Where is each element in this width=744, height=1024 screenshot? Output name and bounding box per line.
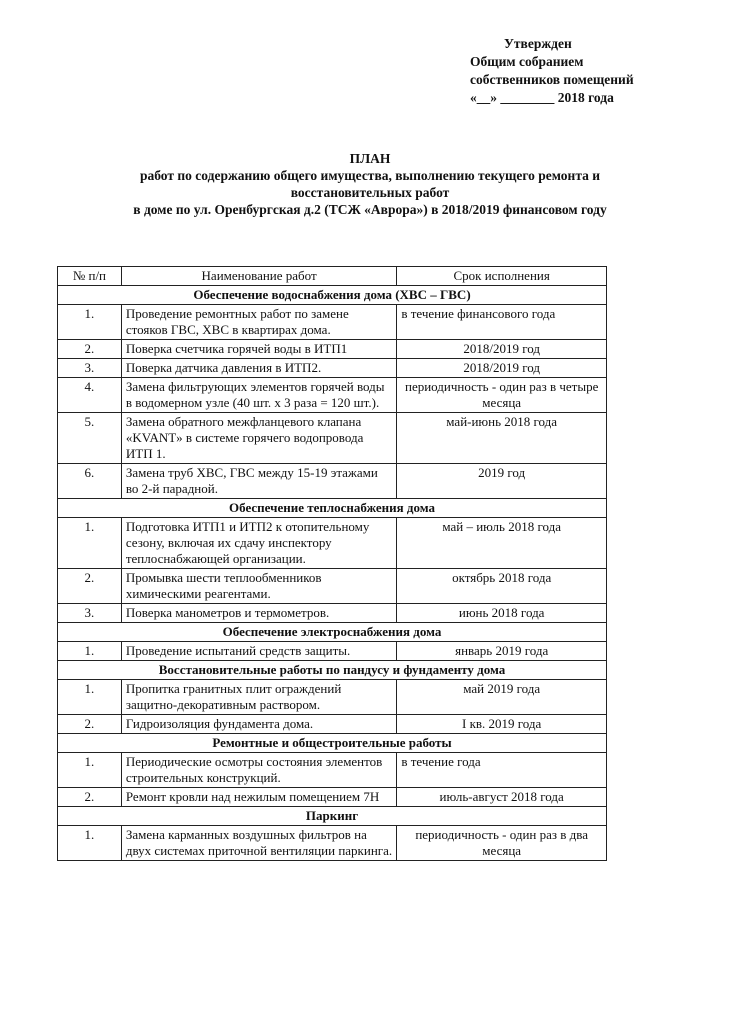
table-header-row (58, 267, 607, 286)
row-work: Замена обратного межфланцевого клапана «KVANT» в системе горячего водопровода ИТП 1. (121, 413, 396, 464)
row-term: 2018/2019 год (397, 340, 607, 359)
row-number: 3. (58, 359, 122, 378)
section-row-water (58, 286, 607, 305)
row-number: 1. (58, 642, 122, 661)
row-work: Проведение испытаний средств защиты. (121, 642, 396, 661)
row-number: 1. (58, 680, 122, 715)
row-number: 1. (58, 826, 122, 861)
table-row (58, 788, 607, 807)
work-plan-table (57, 266, 607, 861)
section-row-restoration (58, 661, 607, 680)
row-number: 2. (58, 340, 122, 359)
row-number: 1. (58, 753, 122, 788)
row-work: Поверка счетчика горячей воды в ИТП1 (121, 340, 396, 359)
row-term: июнь 2018 года (397, 604, 607, 623)
row-work: Поверка манометров и термометров. (121, 604, 396, 623)
row-number: 4. (58, 378, 122, 413)
row-number: 6. (58, 464, 122, 499)
row-work: Промывка шести теплообменников химическими реагентами. (121, 569, 396, 604)
table-row (58, 413, 607, 464)
title-line-1: работ по содержанию общего имущества, выполнению текущего ремонта и (139, 168, 601, 183)
row-term: в течение года (397, 753, 607, 788)
document-title (40, 150, 700, 218)
row-number: 3. (58, 604, 122, 623)
row-term: I кв. 2019 года (397, 715, 607, 734)
section-title: Ремонтные и общестроительные работы (58, 734, 607, 753)
row-term: май – июль 2018 года (397, 518, 607, 569)
row-term: октябрь 2018 года (397, 569, 607, 604)
section-title: Восстановительные работы по пандусу и фундаменту дома (58, 661, 607, 680)
row-number: 1. (58, 518, 122, 569)
row-term: 2019 год (397, 464, 607, 499)
row-number: 5. (58, 413, 122, 464)
table-row (58, 464, 607, 499)
table-row (58, 826, 607, 861)
section-title: Паркинг (58, 807, 607, 826)
row-term: май-июнь 2018 года (397, 413, 607, 464)
table-row (58, 604, 607, 623)
section-row-electricity (58, 623, 607, 642)
title-heading: ПЛАН (349, 151, 391, 166)
approval-block (470, 35, 740, 107)
row-work: Поверка датчика давления в ИТП2. (121, 359, 396, 378)
approval-line-3: собственников помещений (470, 72, 634, 87)
table-row (58, 753, 607, 788)
table-row (58, 340, 607, 359)
row-work: Подготовка ИТП1 и ИТП2 к отопительному сезону, включая их сдачу инспектору теплоснабжающей организации. (121, 518, 396, 569)
header-term: Срок исполнения (397, 267, 607, 286)
row-term: периодичность - один раз в четыре месяца (397, 378, 607, 413)
row-work: Замена труб ХВС, ГВС между 15-19 этажами во 2-й парадной. (121, 464, 396, 499)
title-line-2: восстановительных работ (290, 185, 450, 200)
row-term: июль-август 2018 года (397, 788, 607, 807)
row-term: в течение финансового года (397, 305, 607, 340)
row-work: Ремонт кровли над нежилым помещением 7Н (121, 788, 396, 807)
section-row-construction (58, 734, 607, 753)
row-number: 2. (58, 788, 122, 807)
table-row (58, 305, 607, 340)
header-number: № п/п (58, 267, 122, 286)
table-row (58, 680, 607, 715)
row-term: периодичность - один раз в два месяца (397, 826, 607, 861)
row-work: Периодические осмотры состояния элементов строительных конструкций. (121, 753, 396, 788)
table-row (58, 518, 607, 569)
approval-line-2: Общим собранием (470, 54, 584, 69)
table-row (58, 378, 607, 413)
row-work: Замена карманных воздушных фильтров на двух системах приточной вентиляции паркинга. (121, 826, 396, 861)
section-title: Обеспечение электроснабжения дома (58, 623, 607, 642)
row-number: 2. (58, 715, 122, 734)
row-number: 2. (58, 569, 122, 604)
row-term: 2018/2019 год (397, 359, 607, 378)
row-term: январь 2019 года (397, 642, 607, 661)
table-row (58, 715, 607, 734)
row-term: май 2019 года (397, 680, 607, 715)
row-work: Проведение ремонтных работ по замене стояков ГВС, ХВС в квартирах дома. (121, 305, 396, 340)
row-work: Гидроизоляция фундамента дома. (121, 715, 396, 734)
table-row (58, 359, 607, 378)
section-title: Обеспечение водоснабжения дома (ХВС – ГВС) (58, 286, 607, 305)
section-title: Обеспечение теплоснабжения дома (58, 499, 607, 518)
table-row (58, 642, 607, 661)
approval-line-1: Утвержден (504, 36, 572, 51)
title-line-3: в доме по ул. Оренбургская д.2 (ТСЖ «Аврора») в 2018/2019 финансовом году (133, 202, 607, 217)
row-number: 1. (58, 305, 122, 340)
row-work: Замена фильтрующих элементов горячей воды в водомерном узле (40 шт. х 3 раза = 120 шт.). (121, 378, 396, 413)
row-work: Пропитка гранитных плит ограждений защитно-декоративным раствором. (121, 680, 396, 715)
approval-line-4: «__» ________ 2018 года (470, 90, 614, 105)
section-row-parking (58, 807, 607, 826)
header-work-name: Наименование работ (121, 267, 396, 286)
section-row-heating (58, 499, 607, 518)
table-row (58, 569, 607, 604)
